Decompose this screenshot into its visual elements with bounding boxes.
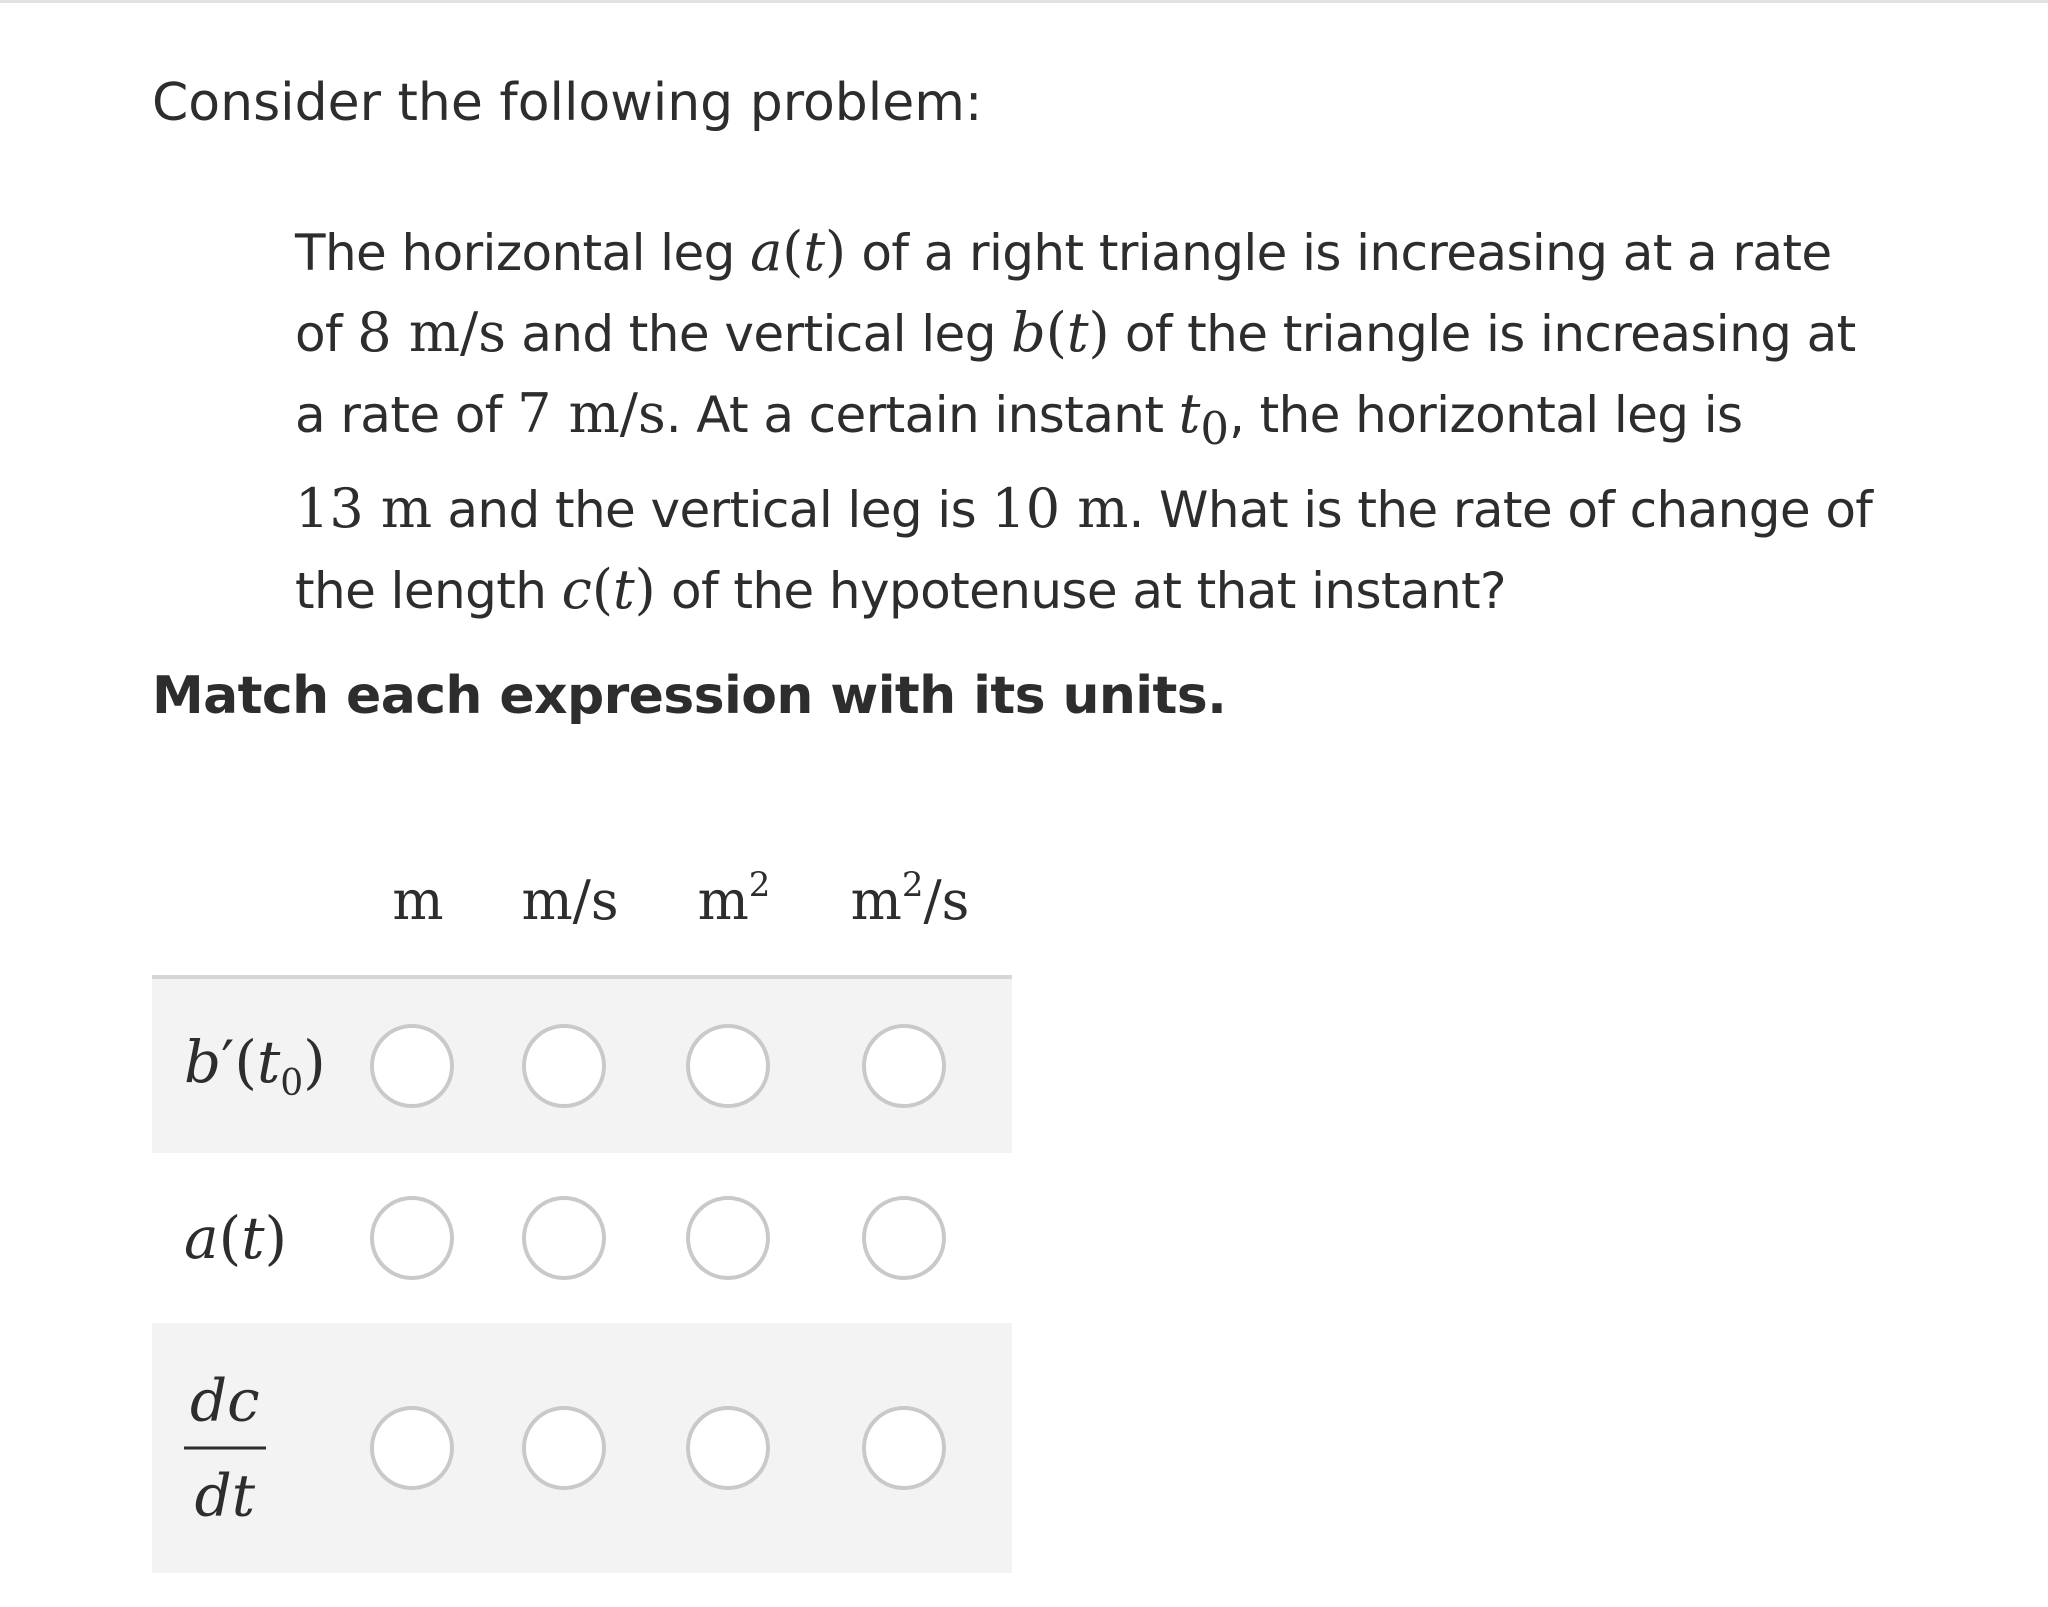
matching-table [152,845,1012,1573]
radio-dc-dt-m-squared[interactable] [686,1406,770,1490]
math-expression [562,558,656,621]
unit-base: m [697,869,749,932]
math-paren: ( [218,1204,242,1272]
unit-exponent: 2 [901,865,924,905]
expression-label [184,1028,326,1104]
prime-mark: ′ [221,1028,235,1097]
fraction-numerator: dc [184,1367,266,1450]
math-variable: b [184,1028,222,1097]
math-expression [1011,301,1109,364]
math-variable: b [1011,301,1046,364]
math-quantity: 8 m/s [357,301,506,364]
math-paren: ) [264,1204,288,1272]
radio-b-prime-t0-m-squared[interactable] [686,1024,770,1108]
math-variable: a [750,220,783,283]
math-paren: ( [782,220,804,283]
radio-dc-dt-m-per-s[interactable] [522,1406,606,1490]
match-row-a-t [152,1153,1012,1323]
math-variable: t [1066,301,1089,364]
units-header-row [152,845,1012,979]
unit-base: m [850,869,902,932]
math-variable: t [803,220,826,283]
text-segment: of [295,305,358,363]
instruction-text: Match each expression with its units. [152,666,1227,726]
text-segment: a rate of [295,386,518,444]
text-segment: of the hypotenuse at that instant? [655,561,1506,620]
radio-a-t-m[interactable] [370,1196,454,1280]
expression-label [184,1204,287,1272]
text-segment: . What is the rate of change of [1128,480,1873,539]
problem-line-5 [295,550,1935,631]
math-paren: ( [1045,301,1067,364]
text-segment: of a right triangle is increasing at a rate [846,224,1832,282]
math-subscript: 0 [280,1062,304,1104]
text-segment: the length [295,561,562,620]
top-divider [0,0,2048,3]
match-row-dc-dt [152,1323,1012,1573]
unit-header-m-per-s: m/s [521,869,619,932]
intro-text: Consider the following problem: [152,73,983,133]
radio-dc-dt-m[interactable] [370,1406,454,1490]
math-variable: c [561,557,592,621]
unit-header-m-squared-per-s [850,865,970,932]
match-row-b-prime-t0 [152,979,1012,1153]
unit-header-m: m [392,869,444,932]
problem-line-2 [295,293,1935,374]
math-variable: t [612,557,635,621]
text-segment: . At a certain instant [665,386,1179,444]
text-segment: , the horizontal leg is [1229,386,1743,444]
math-quantity: 13 m [295,476,433,540]
math-variable: t [241,1204,265,1272]
math-paren: ) [634,557,656,621]
radio-a-t-m-per-s[interactable] [522,1196,606,1280]
math-variable: t [1178,382,1201,445]
math-quantity: 10 m [991,476,1129,540]
text-segment: The horizontal leg [295,224,751,282]
radio-dc-dt-m-squared-per-s[interactable] [862,1406,946,1490]
math-paren: ) [1088,301,1110,364]
math-paren: ( [591,557,613,621]
math-expression [750,220,846,283]
math-paren: ) [303,1028,326,1097]
radio-b-prime-t0-m-per-s[interactable] [522,1024,606,1108]
radio-a-t-m-squared[interactable] [686,1196,770,1280]
math-subscript: 0 [1200,401,1229,455]
math-variable: t [256,1028,281,1097]
math-quantity: 7 m/s [517,382,666,445]
fraction-denominator: dt [194,1461,256,1530]
problem-line-3 [295,374,1935,469]
math-expression [1178,382,1229,455]
expression-label [184,1367,266,1530]
text-segment: and the vertical leg [505,305,1012,363]
problem-statement [295,212,1935,631]
math-variable: a [184,1204,219,1272]
radio-b-prime-t0-m[interactable] [370,1024,454,1108]
radio-b-prime-t0-m-squared-per-s[interactable] [862,1024,946,1108]
problem-line-4 [295,469,1935,550]
unit-tail: /s [923,869,970,932]
unit-exponent: 2 [748,865,771,905]
unit-header-m-squared [697,865,771,932]
fraction [184,1367,266,1530]
text-segment: and the vertical leg is [432,480,992,539]
problem-line-1 [295,212,1935,293]
radio-a-t-m-squared-per-s[interactable] [862,1196,946,1280]
math-paren: ( [234,1028,257,1097]
text-segment: of the triangle is increasing at [1109,305,1856,363]
math-paren: ) [825,220,847,283]
